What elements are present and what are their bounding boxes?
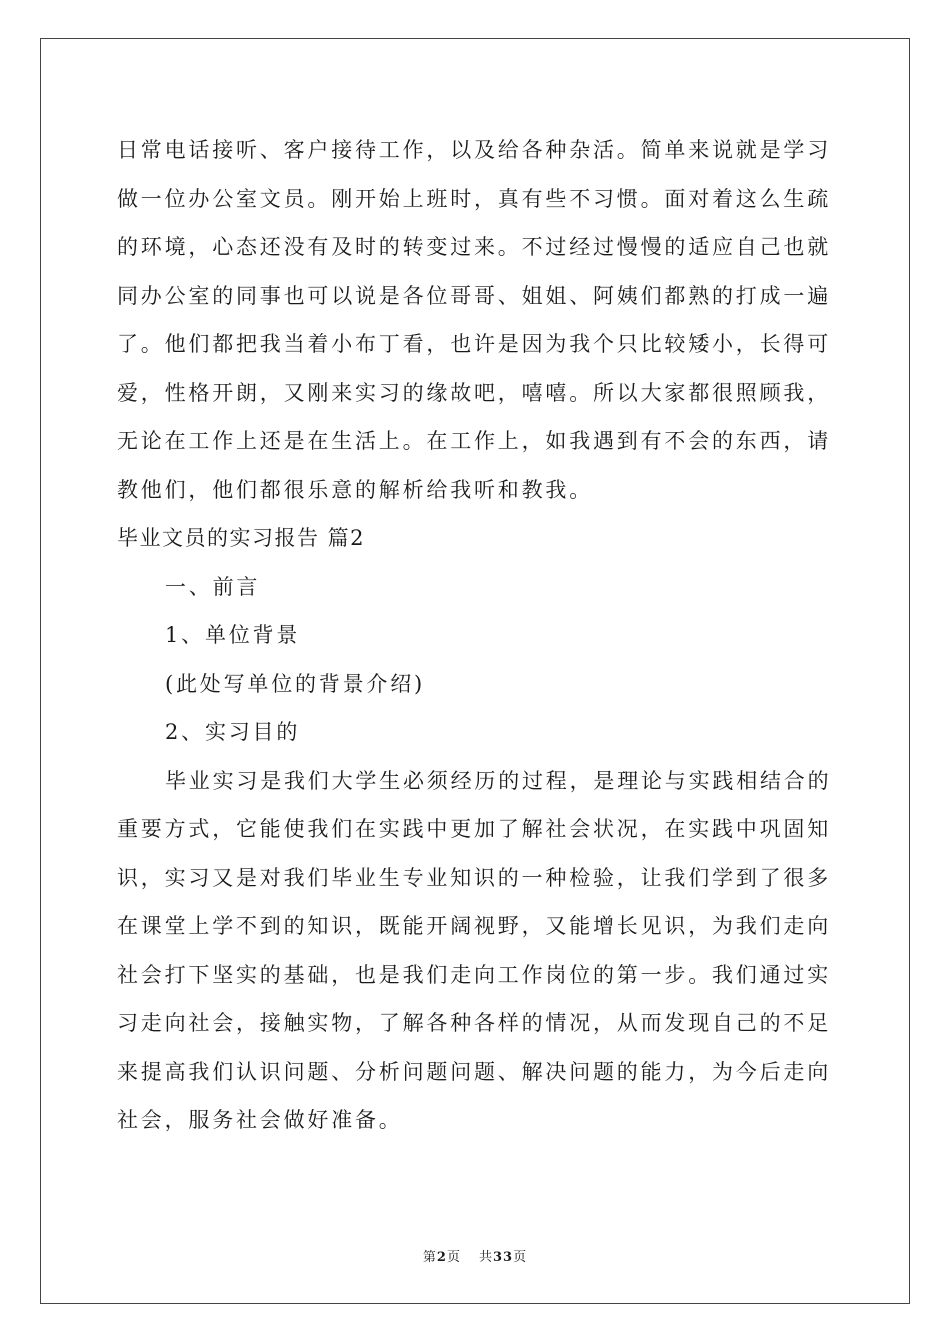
page-footer bbox=[0, 1246, 950, 1265]
purpose-line: 毕业实习是我们大学生必须经历的过程，是理论与实践相结合的 bbox=[165, 768, 832, 793]
purpose-line: 识，实习又是对我们毕业生专业知识的一种检验，让我们学到了很多 bbox=[117, 865, 831, 890]
item1-body: (此处写单位的背景介绍) bbox=[165, 671, 425, 696]
purpose-line: 重要方式，它能使我们在实践中更加了解社会状况，在实践中巩固知 bbox=[117, 817, 831, 841]
body-line: 了。他们都把我当着小布丁看，也许是因为我个只比较矮小，长得可 bbox=[117, 332, 831, 356]
body-line: 教他们，他们都很乐意的解析给我听和教我。 bbox=[117, 477, 593, 502]
body-line: 同办公室的同事也可以说是各位哥哥、姐姐、阿姨们都熟的打成一遍 bbox=[117, 283, 831, 308]
purpose-line: 来提高我们认识问题、分析问题问题、解决问题的能力，为今后走向 bbox=[117, 1059, 831, 1084]
section-title: 毕业文员的实习报告 篇2 bbox=[117, 526, 366, 550]
purpose-line: 在课堂上学不到的知识，既能开阔视野，又能增长见识，为我们走向 bbox=[117, 914, 831, 938]
item2-heading: 2、实习目的 bbox=[165, 720, 301, 744]
total-prefix: 共 bbox=[478, 1250, 493, 1265]
body-line: 日常电话接听、客户接待工作，以及给各种杂活。简单来说就是学习 bbox=[117, 138, 831, 162]
body-line: 做一位办公室文员。刚开始上班时，真有些不习惯。面对着这么生疏 bbox=[117, 186, 831, 211]
body-line: 的环境，心态还没有及时的转变过来。不过经过慢慢的适应自己也就 bbox=[117, 235, 831, 259]
item1-heading: 1、单位背景 bbox=[165, 623, 301, 647]
body-line: 爱，性格开朗，又刚来实习的缘故吧，嘻嘻。所以大家都很照顾我， bbox=[117, 380, 831, 405]
purpose-line: 社会，服务社会做好准备。 bbox=[117, 1108, 403, 1132]
page-suffix: 页 bbox=[446, 1250, 461, 1265]
page-number: 2 bbox=[436, 1250, 447, 1265]
purpose-line: 社会打下坚实的基础，也是我们走向工作岗位的第一步。我们通过实 bbox=[117, 962, 831, 987]
total-pages: 33 bbox=[492, 1250, 514, 1265]
purpose-line: 习走向社会，接触实物，了解各种各样的情况，从而发现自己的不足 bbox=[117, 1011, 831, 1035]
total-suffix: 页 bbox=[513, 1250, 528, 1265]
page-prefix: 第 bbox=[422, 1250, 437, 1265]
preface-heading: 一、前言 bbox=[165, 574, 261, 599]
body-line: 无论在工作上还是在生活上。在工作上，如我遇到有不会的东西，请 bbox=[117, 429, 831, 453]
document-body bbox=[117, 126, 835, 1145]
